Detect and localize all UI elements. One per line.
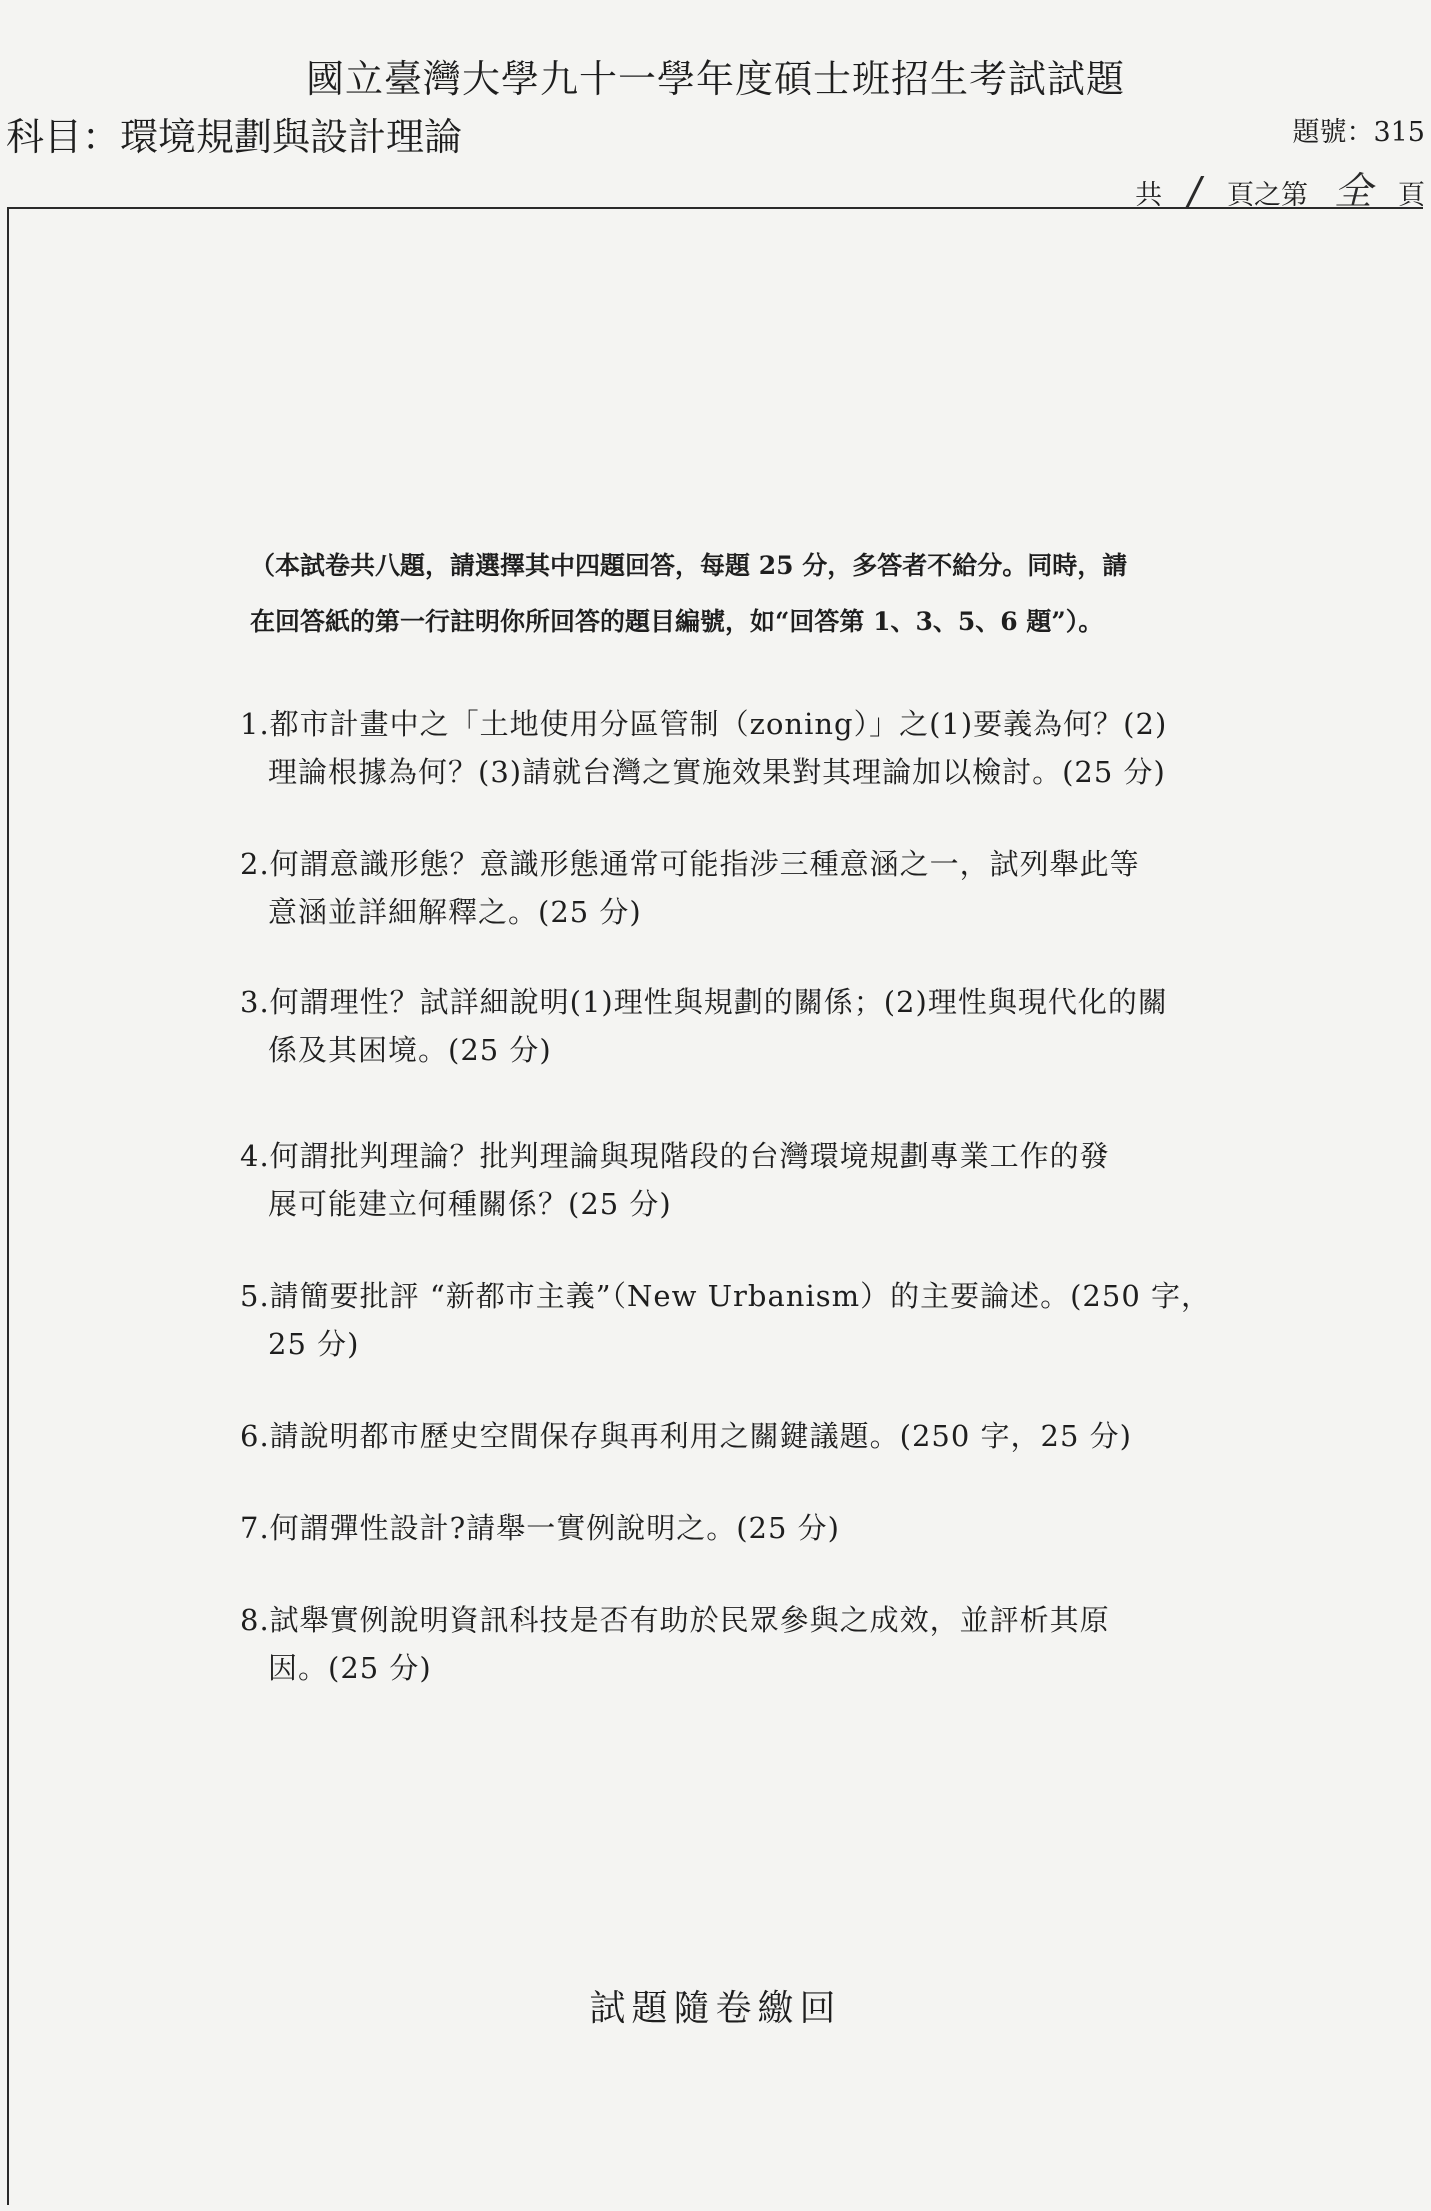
page-current: 全 bbox=[1333, 169, 1372, 213]
question-8-line-1: 8.試舉實例說明資訊科技是否有助於民眾參與之成效，並評析其原 bbox=[240, 1603, 1110, 1637]
question-3 bbox=[240, 978, 1168, 1074]
question-4-line-1: 4.何謂批判理論？批判理論與現階段的台灣環境規劃專業工作的發 bbox=[240, 1139, 1110, 1173]
question-7-line-1: 7.何謂彈性設計?請舉一實例說明之。(25 分) bbox=[240, 1511, 840, 1545]
question-1 bbox=[240, 700, 1167, 796]
question-3-line-1: 3.何謂理性？試詳細說明(1)理性與規劃的關係；(2)理性與現代化的關 bbox=[240, 985, 1168, 1019]
subject-label: 科目：環境規劃與設計理論 bbox=[6, 115, 463, 159]
page-total: / bbox=[1188, 169, 1201, 213]
question-5 bbox=[240, 1272, 1211, 1368]
page-middle: 頁之第 bbox=[1226, 180, 1308, 211]
question-7 bbox=[240, 1504, 840, 1552]
question-3-line-2: 係及其困境。(25 分) bbox=[268, 1033, 552, 1067]
exam-title: 國立臺灣大學九十一學年度碩士班招生考試試題 bbox=[305, 57, 1125, 101]
question-8 bbox=[240, 1596, 1110, 1692]
question-6 bbox=[240, 1412, 1132, 1460]
instructions bbox=[250, 538, 1210, 650]
question-1-line-1: 1.都市計畫中之「土地使用分區管制（zoning）」之(1)要義為何？(2) bbox=[240, 707, 1168, 741]
page-prefix: 共 bbox=[1135, 180, 1163, 211]
question-1-line-2: 理論根據為何？(3)請就台灣之實施效果對其理論加以檢討。(25 分) bbox=[268, 755, 1166, 789]
question-2 bbox=[240, 840, 1140, 936]
question-5-line-2: 25 分) bbox=[268, 1327, 360, 1361]
question-8-line-2: 因。(25 分) bbox=[268, 1651, 432, 1685]
question-number: 題號：315 bbox=[1292, 117, 1425, 148]
question-5-line-1: 5.請簡要批評 “新都市主義”（New Urbanism）的主要論述。(250 字， bbox=[240, 1279, 1211, 1313]
return-notice: 試題隨卷繳回 bbox=[589, 1988, 842, 2029]
question-4 bbox=[240, 1132, 1110, 1228]
page-suffix: 頁 bbox=[1398, 180, 1425, 211]
question-2-line-2: 意涵並詳細解釋之。(25 分) bbox=[268, 895, 642, 929]
question-6-line-1: 6.請說明都市歷史空間保存與再利用之關鍵議題。(250 字，25 分) bbox=[240, 1419, 1132, 1453]
instructions-line-2: 在回答紙的第一行註明你所回答的題目編號，如“回答第 1、3、5、6 題”）。 bbox=[250, 607, 1104, 636]
instructions-line-1: （本試卷共八題，請選擇其中四題回答，每題 25 分，多答者不給分。同時，請 bbox=[250, 551, 1128, 580]
question-2-line-1: 2.何謂意識形態？意識形態通常可能指涉三種意涵之一，試列舉此等 bbox=[240, 847, 1140, 881]
question-4-line-2: 展可能建立何種關係？(25 分) bbox=[268, 1187, 672, 1221]
